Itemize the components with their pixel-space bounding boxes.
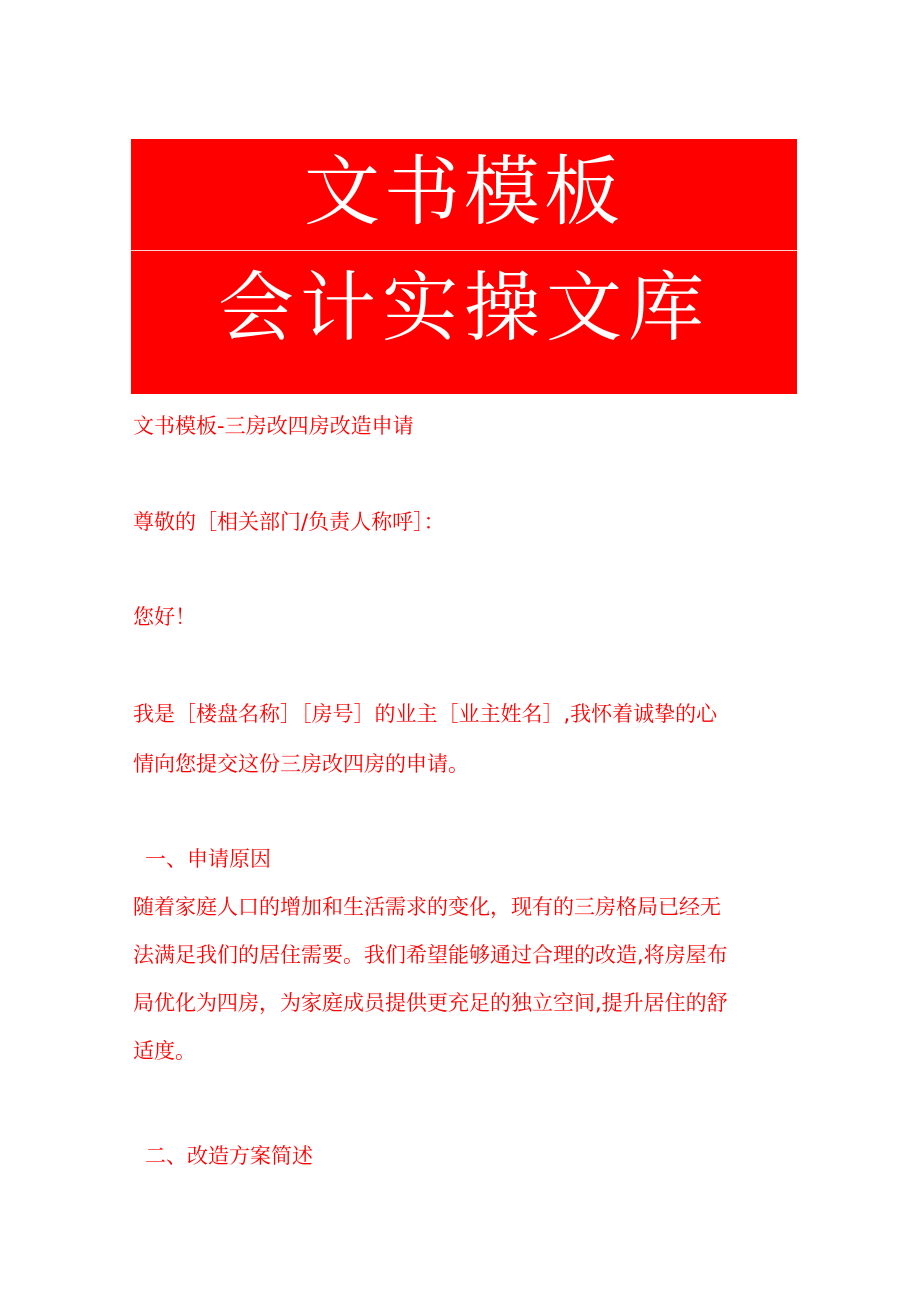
section-1-line-4: 适度。 [133,1039,196,1063]
salutation: 尊敬的［相关部门/负责人称呼］： [133,510,445,534]
document-title: 文书模板-三房改四房改造申请 [133,414,414,438]
banner-title-line1: 文书模板 [304,147,624,236]
section-1-line-1: 随着家庭人口的增加和生活需求的变化，现有的三房格局已经无 [133,895,721,919]
section-1-line-2: 法满足我们的居住需要。我们希望能够通过合理的改造,将房屋布 [133,943,728,967]
intro-line-2: 情向您提交这份三房改四房的申请。 [133,752,469,776]
intro-line-1: 我是［楼盘名称］［房号］的业主［业主姓名］,我怀着诚挚的心 [133,702,718,726]
section-1-line-3: 局优化为四房，为家庭成员提供更充足的独立空间,提升居住的舒 [133,991,728,1015]
section-2-heading: 二、改造方案简述 [145,1144,313,1168]
banner-divider [131,250,797,251]
greeting: 您好！ [133,605,196,629]
banner-title-line2: 会计实操文库 [218,263,710,352]
section-1-heading: 一、申请原因 [145,847,271,871]
